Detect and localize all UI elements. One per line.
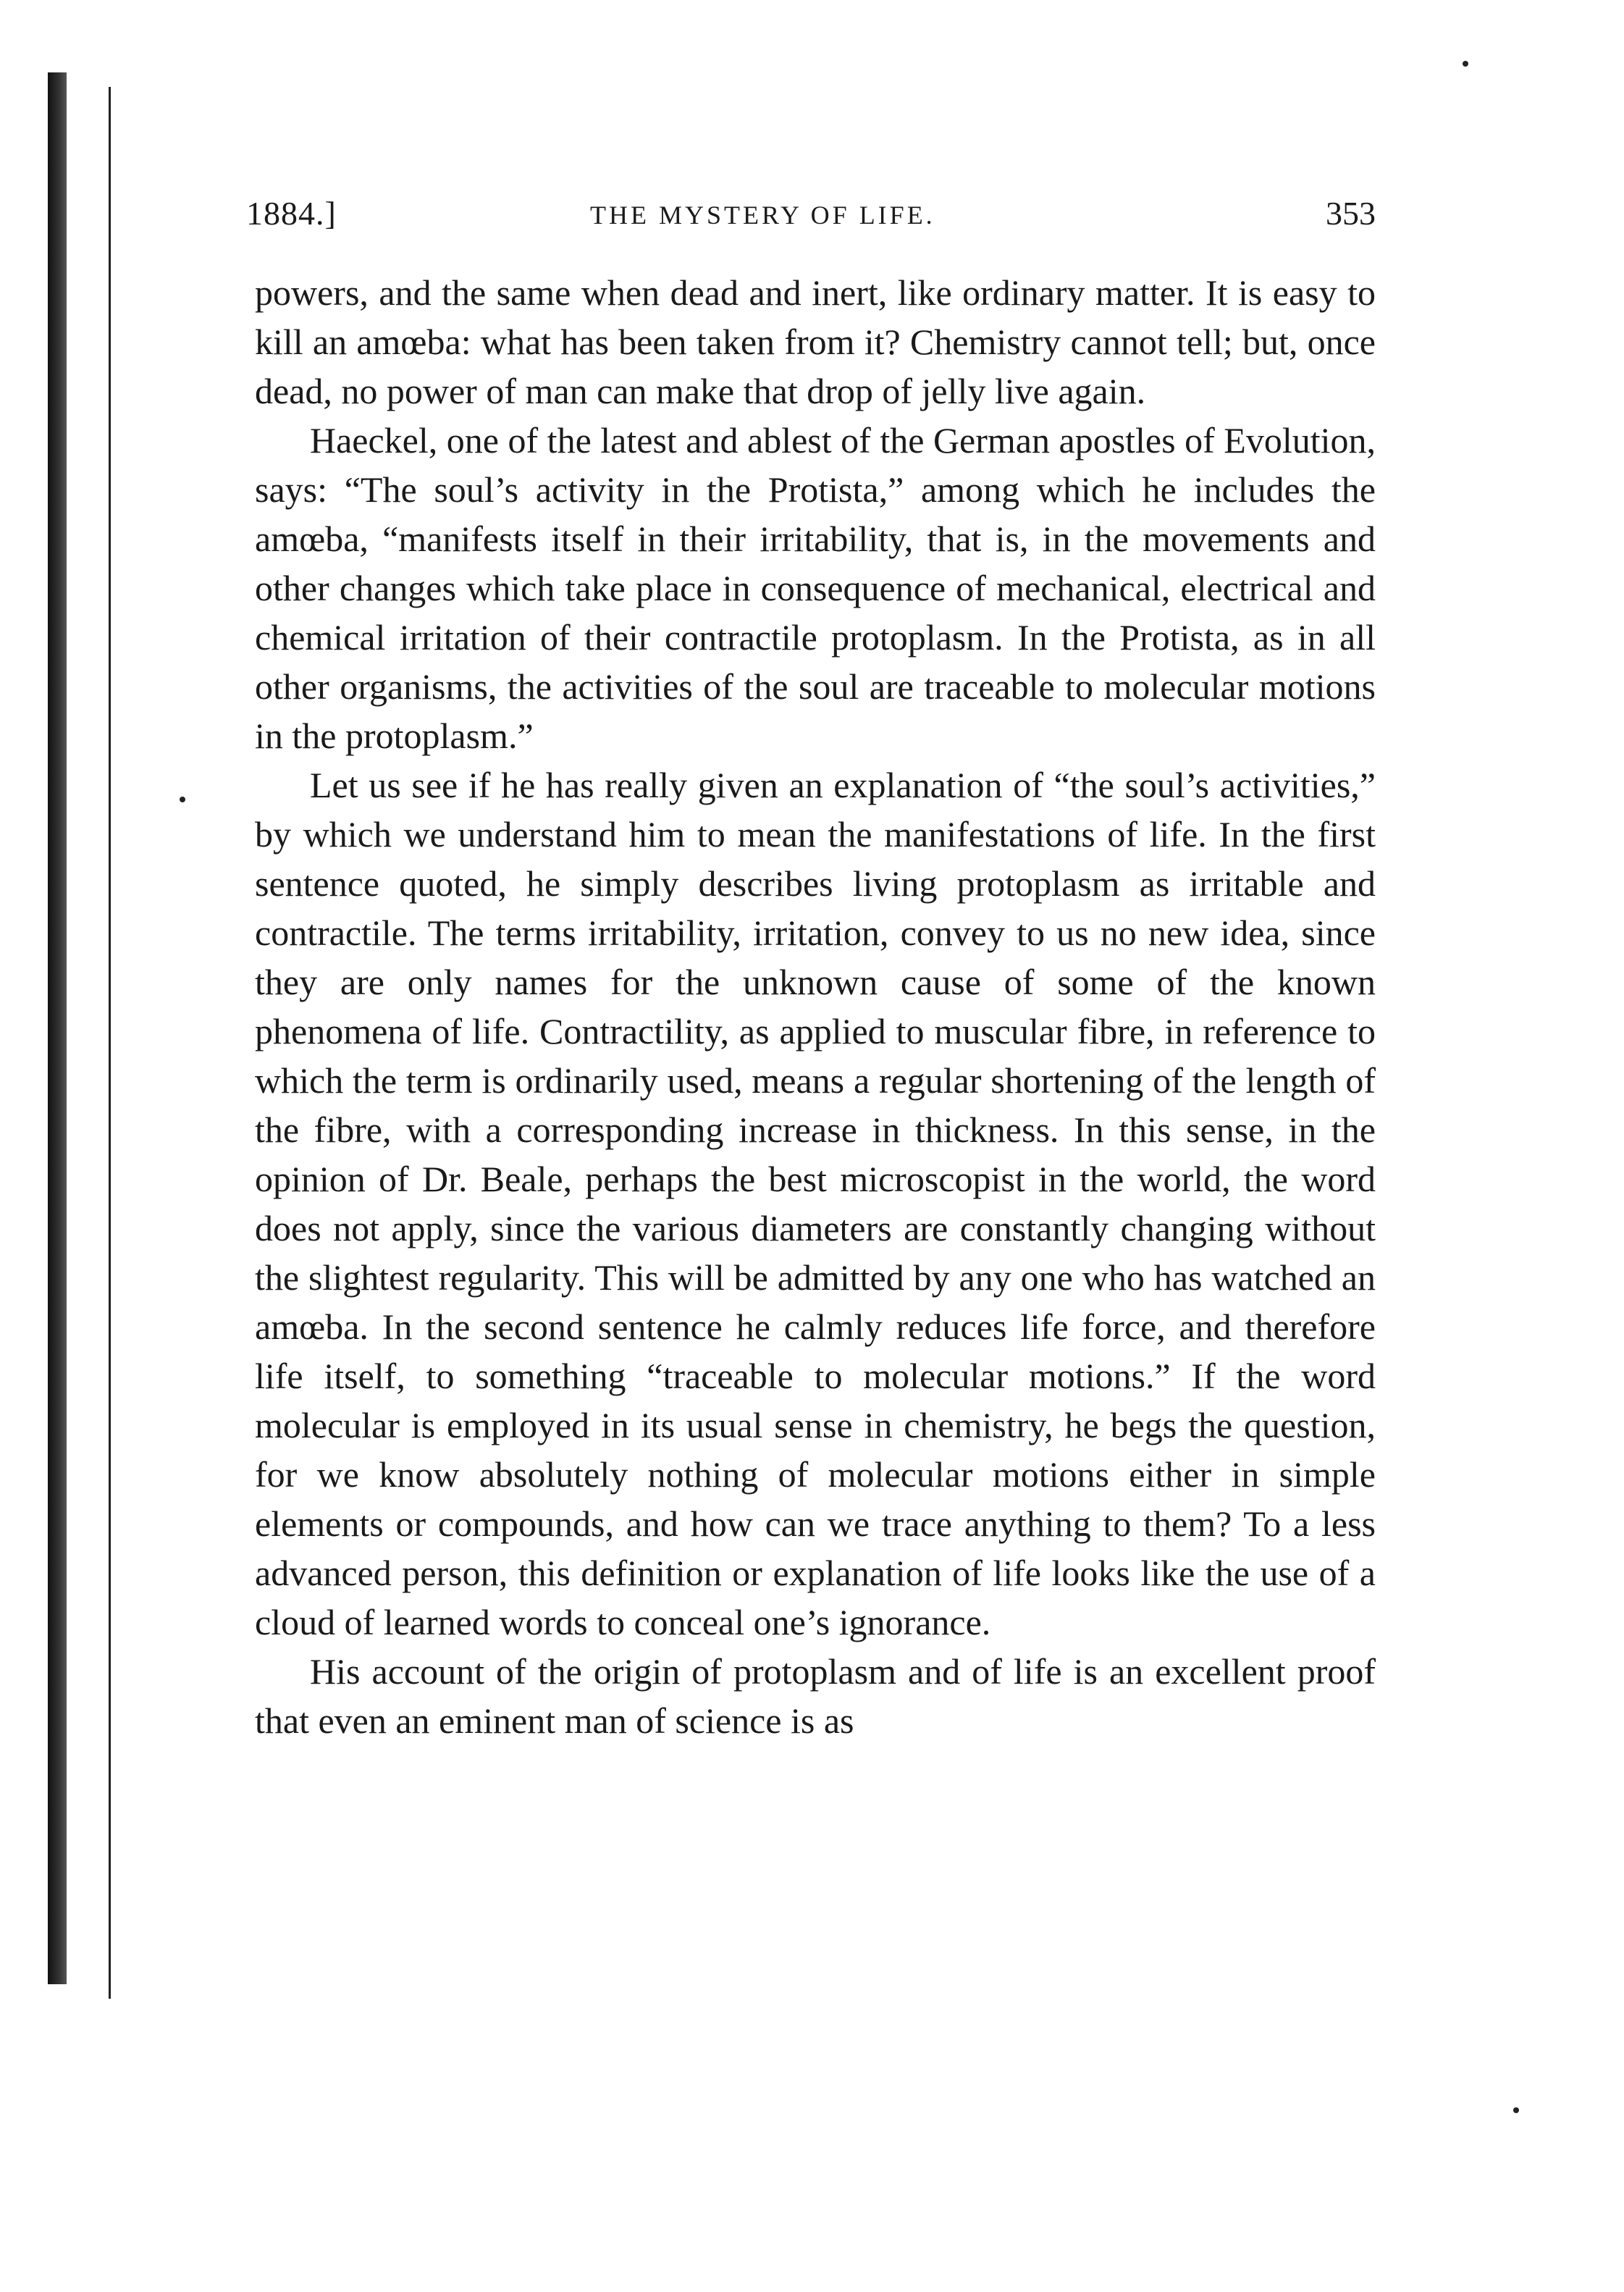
paragraph-3: Let us see if he has really given an explanation of “the soul’s activities,” by which we understand him to mean the manifestations of life. In the first sentence quoted, he simply describes living protoplasm as irritable and contractile. The terms irritability, irritation, convey to us no new idea, since they are only names for the unknown cause of some of the known phenomena of life. Contractility, as applied to muscular fibre, in reference to which the term is ordinarily used, means a regular shortening of the length of the fibre, with a corresponding increase in thickness. In this sense, in the opinion of Dr. Beale, perhaps the best microscopist in the world, the word does not apply, since the various diameters are constantly changing without the slightest regularity. This will be admitted by any one who has watched an amœba. In the second sentence he calmly reduces life force, and therefore life itself, to something “traceable to molecular motions.” If the word molecular is employed in its usual sense in chemistry, he begs the question, for we know absolutely nothing of molecular motions either in simple elements or compounds, and how can we trace anything to them? To a less advanced person, this definition or explanation of life looks like the use of a cloud of learned words to conceal one’s ignorance.	[255, 765, 1376, 1642]
header-year: 1884.]	[246, 195, 337, 232]
article-body	[255, 268, 1376, 1745]
print-speck	[1463, 61, 1468, 67]
paragraph-4: His account of the origin of protoplasm and of life is an excellent proof that even an eminent man of science is as	[255, 1651, 1376, 1741]
print-speck	[180, 797, 185, 802]
print-speck	[1513, 2107, 1519, 2113]
binding-shadow	[48, 72, 67, 1984]
paragraph-1: powers, and the same when dead and inert, like ordinary matter. It is easy to kill an amœba: what has been taken from it? Chemistry cannot tell; but, once dead, no power of man can make that drop of jelly live again.	[255, 272, 1376, 411]
header-title: THE MYSTERY OF LIFE.	[590, 201, 935, 230]
page-edge-line	[109, 87, 111, 1999]
page-number: 353	[1326, 195, 1376, 232]
running-header	[246, 194, 1376, 245]
paragraph-2: Haeckel, one of the latest and ablest of the German apostles of Evolution, says: “The soul’s activity in the Protista,” among which he includes the amœba, “manifests itself in their irritability, that is, in the movements and other changes which take place in consequence of mechanical, electrical and chemical irritation of their contractile protoplasm. In the Protista, as in all other organisms, the activities of the soul are traceable to molecular motions in the protoplasm.”	[255, 420, 1376, 756]
